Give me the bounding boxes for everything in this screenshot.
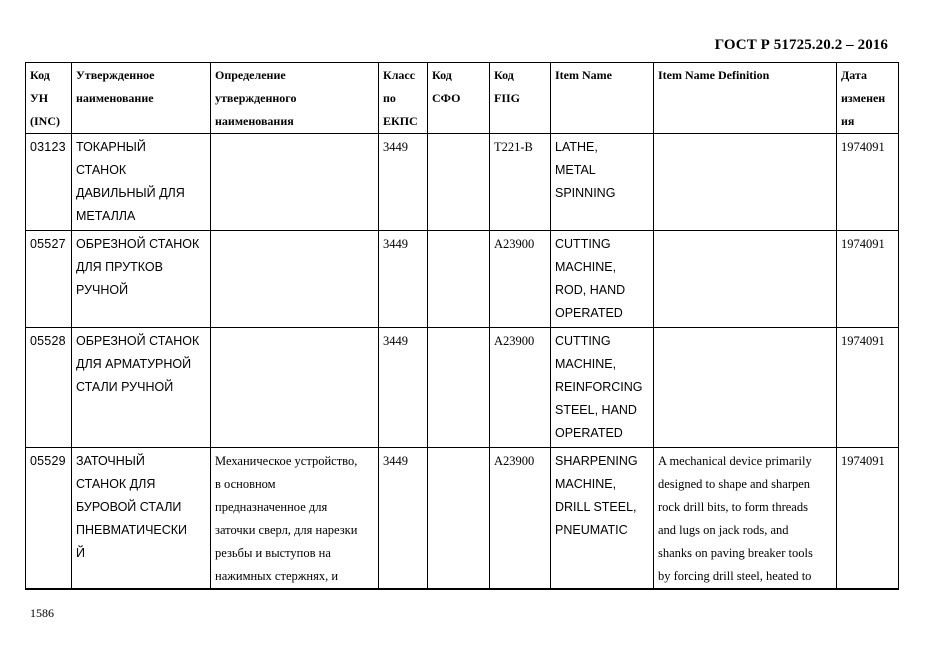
cell-name-definition (211, 448, 379, 590)
cell-approved-name (72, 328, 211, 448)
header-code-un (26, 63, 72, 134)
table-row (26, 231, 899, 328)
cell-line: по (383, 91, 396, 105)
cell-line: предназначенное для (215, 500, 328, 514)
cell-code-fiig: A23900 (490, 328, 551, 448)
cell-line: OPERATED (555, 306, 623, 320)
cell-code-sfo (428, 231, 490, 328)
table-row (26, 134, 899, 231)
table-row (26, 328, 899, 448)
cell-line: ДЛЯ ПРУТКОВ (76, 260, 163, 274)
cell-line: заточки сверл, для нарезки (215, 523, 358, 537)
cell-line: SPINNING (555, 186, 616, 200)
cell-line: MACHINE, (555, 260, 617, 274)
page-number: 1586 (30, 606, 54, 620)
cell-line: Й (76, 546, 85, 560)
cell-line: нажимных стержнях, и (215, 569, 339, 583)
cell-line: УН (30, 91, 49, 105)
cell-line: by forcing drill steel, heated to (658, 569, 812, 583)
cell-name-definition (211, 134, 379, 231)
cell-line: Item Name (555, 68, 612, 82)
header-item-name (551, 63, 654, 134)
header-code-fiig (490, 63, 551, 134)
header-code-sfo (428, 63, 490, 134)
cell-line: Класс (383, 68, 416, 82)
cell-line: LATHE, (555, 140, 598, 154)
cell-line: MACHINE, (555, 477, 617, 491)
cell-line: CUTTING (555, 237, 611, 251)
cell-line: Дата (841, 68, 867, 82)
cell-line: Код (30, 68, 50, 82)
table-row (26, 448, 899, 590)
cell-item-name-definition (654, 328, 837, 448)
cell-item-name-definition (654, 231, 837, 328)
header-name-definition (211, 63, 379, 134)
cell-item-name (551, 448, 654, 590)
header-approved-name (72, 63, 211, 134)
cell-line: METAL (555, 163, 596, 177)
cell-item-name-definition (654, 448, 837, 590)
cell-name-definition (211, 328, 379, 448)
cell-line: изменен (841, 91, 886, 105)
cell-line: СФО (432, 91, 461, 105)
cell-line: в основном (215, 477, 276, 491)
cell-code-un: 05528 (26, 328, 72, 448)
cell-line: DRILL STEEL, (555, 500, 637, 514)
cell-line: ТОКАРНЫЙ (76, 140, 146, 154)
cell-code-un: 03123 (26, 134, 72, 231)
cell-class-ekps: 3449 (379, 448, 428, 590)
cell-line: Механическое устройство, (215, 454, 358, 468)
cell-item-name (551, 231, 654, 328)
cell-code-fiig: A23900 (490, 231, 551, 328)
cell-line: OPERATED (555, 426, 623, 440)
cell-line: ЕКПС (383, 114, 418, 128)
cell-line: SHARPENING (555, 454, 638, 468)
cell-approved-name (72, 231, 211, 328)
header-item-name-definition (654, 63, 837, 134)
cell-line: REINFORCING (555, 380, 643, 394)
cell-item-name (551, 328, 654, 448)
cell-line: ЗАТОЧНЫЙ (76, 454, 145, 468)
cell-line: ОБРЕЗНОЙ СТАНОК (76, 237, 200, 251)
cell-line: СТАНОК (76, 163, 127, 177)
cell-line: STEEL, HAND (555, 403, 637, 417)
cell-line: утвержденного (215, 91, 297, 105)
cell-line: designed to shape and sharpen (658, 477, 811, 491)
cell-line: A mechanical device primarily (658, 454, 812, 468)
cell-item-name (551, 134, 654, 231)
header-change-date (837, 63, 899, 134)
cell-line: Определение (215, 68, 286, 82)
cell-code-fiig: T221-B (490, 134, 551, 231)
cell-line: PNEUMATIC (555, 523, 628, 537)
cell-line: ДЛЯ АРМАТУРНОЙ (76, 357, 192, 371)
cell-line: Код (432, 68, 452, 82)
cell-line: and lugs on jack rods, and (658, 523, 789, 537)
cell-line: наименование (76, 91, 154, 105)
cell-line: СТАНОК ДЛЯ (76, 477, 156, 491)
table-body (26, 134, 899, 590)
cell-change-date: 1974091 (837, 134, 899, 231)
cell-line: резьбы и выступов на (215, 546, 331, 560)
cell-code-sfo (428, 448, 490, 590)
cell-line: MACHINE, (555, 357, 617, 371)
table-header-row (26, 63, 899, 134)
cell-class-ekps: 3449 (379, 134, 428, 231)
cell-change-date: 1974091 (837, 448, 899, 590)
cell-change-date: 1974091 (837, 328, 899, 448)
document-standard-header: ГОСТ Р 51725.20.2 – 2016 (714, 37, 888, 53)
cell-code-sfo (428, 328, 490, 448)
cell-line: ROD, HAND (555, 283, 626, 297)
cell-line: ия (841, 114, 855, 128)
cell-approved-name (72, 134, 211, 231)
cell-line: ДАВИЛЬНЫЙ ДЛЯ (76, 186, 185, 200)
cell-code-un: 05527 (26, 231, 72, 328)
cell-line: ОБРЕЗНОЙ СТАНОК (76, 334, 200, 348)
cell-line: БУРОВОЙ СТАЛИ (76, 500, 182, 514)
cell-line: CUTTING (555, 334, 611, 348)
cell-line: ПНЕВМАТИЧЕСКИ (76, 523, 188, 537)
cell-code-sfo (428, 134, 490, 231)
cell-line: (INC) (30, 114, 60, 128)
cell-line: Item Name Definition (658, 68, 770, 82)
cell-code-fiig: A23900 (490, 448, 551, 590)
cell-line: rock drill bits, to form threads (658, 500, 808, 514)
cell-line: FIIG (494, 91, 521, 105)
cell-line: СТАЛИ РУЧНОЙ (76, 380, 174, 394)
cell-class-ekps: 3449 (379, 231, 428, 328)
cell-name-definition (211, 231, 379, 328)
cell-approved-name (72, 448, 211, 590)
cell-line: shanks on paving breaker tools (658, 546, 813, 560)
cell-line: Утвержденное (76, 68, 155, 82)
cell-item-name-definition (654, 134, 837, 231)
cell-code-un: 05529 (26, 448, 72, 590)
cell-line: РУЧНОЙ (76, 283, 129, 297)
catalog-table (25, 62, 899, 590)
cell-class-ekps: 3449 (379, 328, 428, 448)
header-class-ekps (379, 63, 428, 134)
cell-change-date: 1974091 (837, 231, 899, 328)
cell-line: МЕТАЛЛА (76, 209, 136, 223)
cell-line: Код (494, 68, 514, 82)
cell-line: наименования (215, 114, 294, 128)
